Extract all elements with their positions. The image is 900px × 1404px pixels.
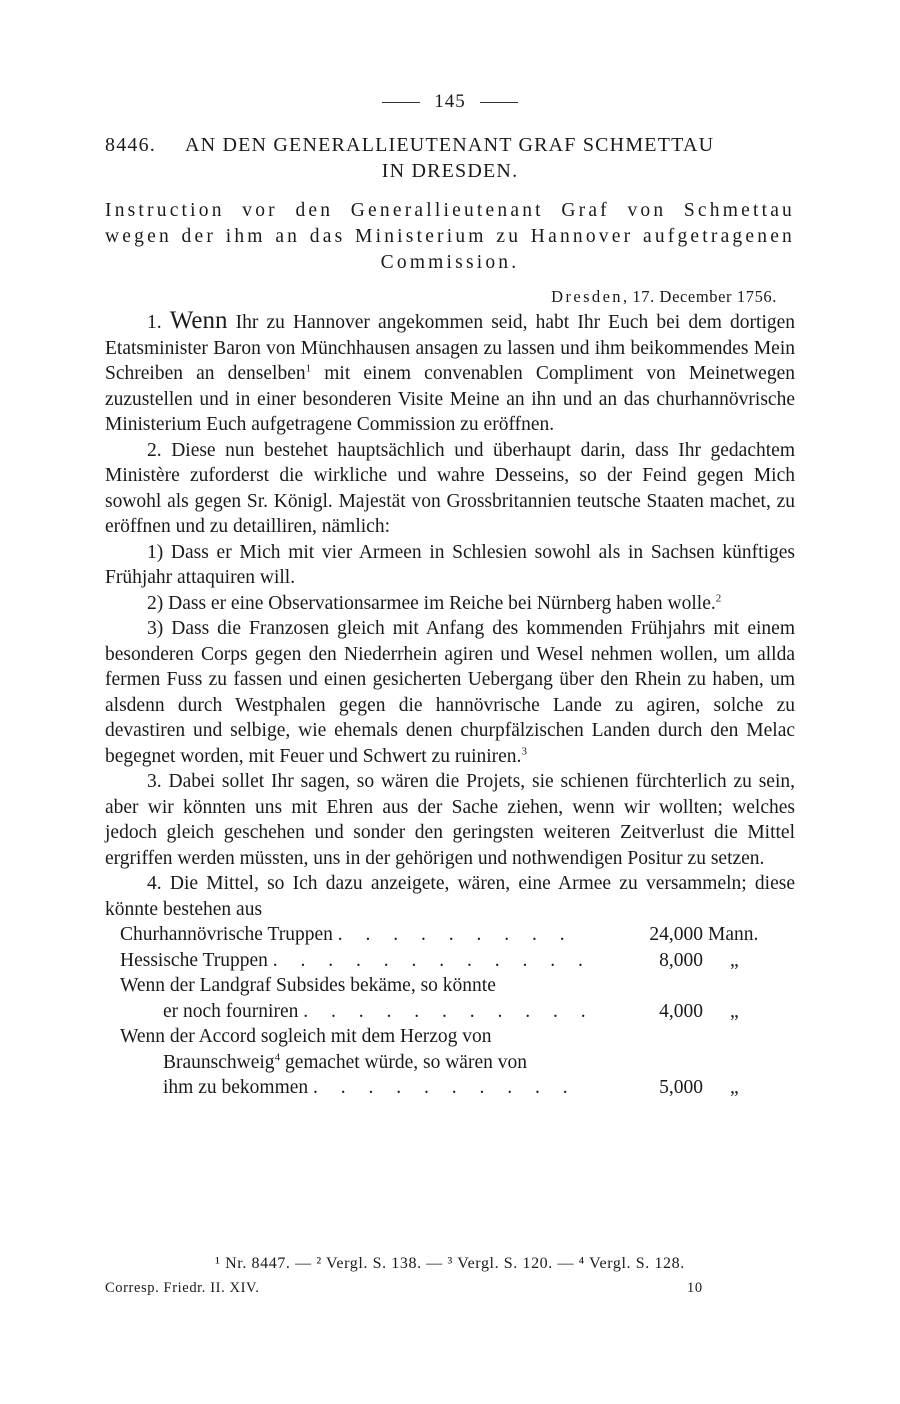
- footnotes: [105, 1254, 795, 1298]
- dateline-place: Dresden: [551, 287, 623, 306]
- leader-dots: . . . . . . . . . .: [313, 1077, 577, 1098]
- troops-row-value: 5,000: [659, 1077, 703, 1098]
- source-citation: Corresp. Friedr. II. XIV.: [105, 1280, 260, 1296]
- troops-row-label-cont: [163, 999, 615, 1025]
- letter-heading: [105, 132, 795, 184]
- leader-dots: . . . . . . . . . . .: [303, 1000, 595, 1022]
- footnote-ref-1: 1: [305, 362, 312, 375]
- troops-row: [105, 1024, 795, 1101]
- dateline-date: , 17. December 1756.: [622, 287, 777, 306]
- troops-row-label-cont: [163, 1050, 615, 1076]
- page-number-line: [105, 88, 795, 116]
- footnote-references: ¹ Nr. 8447. — ² Vergl. S. 138. — ³ Vergl. S. 120. — ⁴ Vergl. S. 128.: [215, 1255, 685, 1272]
- paragraph-1: [105, 308, 795, 438]
- page-number-dash-right: [480, 102, 518, 103]
- page-number-dash-left: [382, 102, 420, 103]
- troops-row-label-text: gemachet würde, so wären von: [280, 1051, 527, 1073]
- paragraph-2-item-3-text: 3) Dass die Franzosen gleich mit Anfang des kommenden Frühjahrs mit einem besonderen Corps gegen den Niederrhein agiren und Wesel nehmen wollen, um allda fermen Fuss zu fassen und einen gesicherten Uebergang über den Rhein zu haben, um alsdenn durch Westphalen gegen die hannövrische Lande zu agiren, solche zu devastiren und selbige, wie ehemals denen churpfälzischen Landen durch den Melac begegnet worden, mit Feuer und Schwert zu ruiniren.: [105, 618, 795, 767]
- troops-row-unit: „: [730, 1077, 739, 1098]
- troops-row: [105, 973, 795, 1024]
- troops-row: [105, 948, 795, 974]
- sheet-number: 10: [687, 1280, 703, 1296]
- paragraph-2-item-1: 1) Dass er Mich mit vier Armeen in Schlesien sowohl als in Sachsen künftiges Frühjahr attaquiren will.: [105, 541, 795, 588]
- paragraph-3: 3. Dabei sollet Ihr sagen, so wären die Projets, sie schienen fürchterlich zu sein, aber wir könnten uns mit Ehren aus der Sache ziehen, wenn wir wollten; welches jedoch gleich geschehen und sonder den geringsten weiteren Zeitverlust die Mittel ergriffen werden müssten, uns in der gehörigen und nothwendigen Positur zu setzen.: [105, 771, 795, 869]
- paragraph-1-rest: mit einem convenablen Compliment von Meinetwegen zuzustellen und in einer besonderen Visite Meine an ihn und an das churhannövrische Ministerium Euch aufgetragene Commission zu eröffnen.: [105, 363, 795, 435]
- troops-row-value: 24,000: [649, 924, 703, 945]
- troops-row-label: [120, 948, 615, 974]
- footnote-ref-2: 2: [715, 592, 722, 604]
- troops-row-label-text: Braunschweig: [163, 1051, 275, 1073]
- heading-line-1: [105, 132, 795, 158]
- troops-row-label: Wenn der Landgraf Subsides bekäme, so könnte: [120, 975, 496, 996]
- paragraph-2-item-2: [105, 591, 795, 617]
- paragraph-4: 4. Die Mittel, so Ich dazu anzeigete, wären, eine Armee zu versammeln; diese könnte bestehen aus: [105, 873, 795, 920]
- leader-dots: . . . . . . . . .: [337, 924, 574, 945]
- troops-row-label: [120, 922, 615, 948]
- paragraph-2-item-2-text: 2) Dass er eine Observationsarmee im Reiche bei Nürnberg haben wolle.: [147, 592, 716, 614]
- troops-row-value: 4,000: [659, 1000, 703, 1022]
- troops-row-label-text: Hessische Truppen: [120, 949, 268, 971]
- letter-body: [105, 308, 795, 922]
- paragraph-2-item-3: [105, 616, 795, 769]
- troops-row-label-text: ihm zu bekommen: [163, 1077, 309, 1098]
- leader-dots: . . . . . . . . . . . .: [272, 949, 592, 971]
- letter-number: 8446.: [105, 134, 156, 156]
- troops-row-value: 8,000: [659, 949, 703, 971]
- troops-row-unit: Mann.: [708, 924, 759, 945]
- troops-row-label-cont: [163, 1075, 615, 1101]
- troops-row: [105, 922, 795, 948]
- paragraph-2: 2. Diese nun bestehet hauptsächlich und überhaupt darin, dass Ihr gedachtem Ministère zuforderst die wirkliche und wahre Desseins, so der Feind gegen Mich sowohl als gegen Sr. Königl. Majestät von Grossbritannien teutsche Staaten machet, zu eröffnen und zu detailliren, nämlich:: [105, 439, 795, 537]
- paragraph-1-number: 1.: [147, 312, 162, 333]
- heading-line-2: IN DRESDEN.: [381, 160, 519, 182]
- signature-line: [105, 1278, 795, 1298]
- footnote-ref-3: 3: [521, 745, 527, 757]
- paragraph-1-text: Ihr zu Hannover angekommen seid, habt Ihr Euch bei dem dortigen Etatsminister Baron von Münchhausen ansagen zu lassen und ihm beikommendes Mein Schreiben an denselben: [105, 312, 796, 384]
- troops-table: [105, 922, 795, 1101]
- paragraph-1-initial-word: Wenn: [169, 307, 228, 334]
- troops-row-unit: „: [730, 1000, 739, 1022]
- dateline: [105, 286, 795, 308]
- heading-addressee: AN DEN GENERALLIEUTENANT GRAF SCHMETTAU: [185, 134, 715, 156]
- footnote-ref-4: 4: [274, 1051, 281, 1063]
- troops-row-unit: „: [730, 949, 739, 971]
- instruction-title: Instruction vor den Generallieutenant Graf von Schmettau wegen der ihm an das Ministerium zu Hannover aufgetragenen Commission.: [105, 200, 795, 273]
- troops-row-label: Wenn der Accord sogleich mit dem Herzog von: [120, 1026, 492, 1047]
- troops-row-label-text: er noch fourniren: [163, 1000, 299, 1022]
- troops-row-label-text: Churhannövrische Truppen: [120, 924, 333, 945]
- page-number: 145: [434, 91, 466, 112]
- document-page: [105, 88, 795, 1101]
